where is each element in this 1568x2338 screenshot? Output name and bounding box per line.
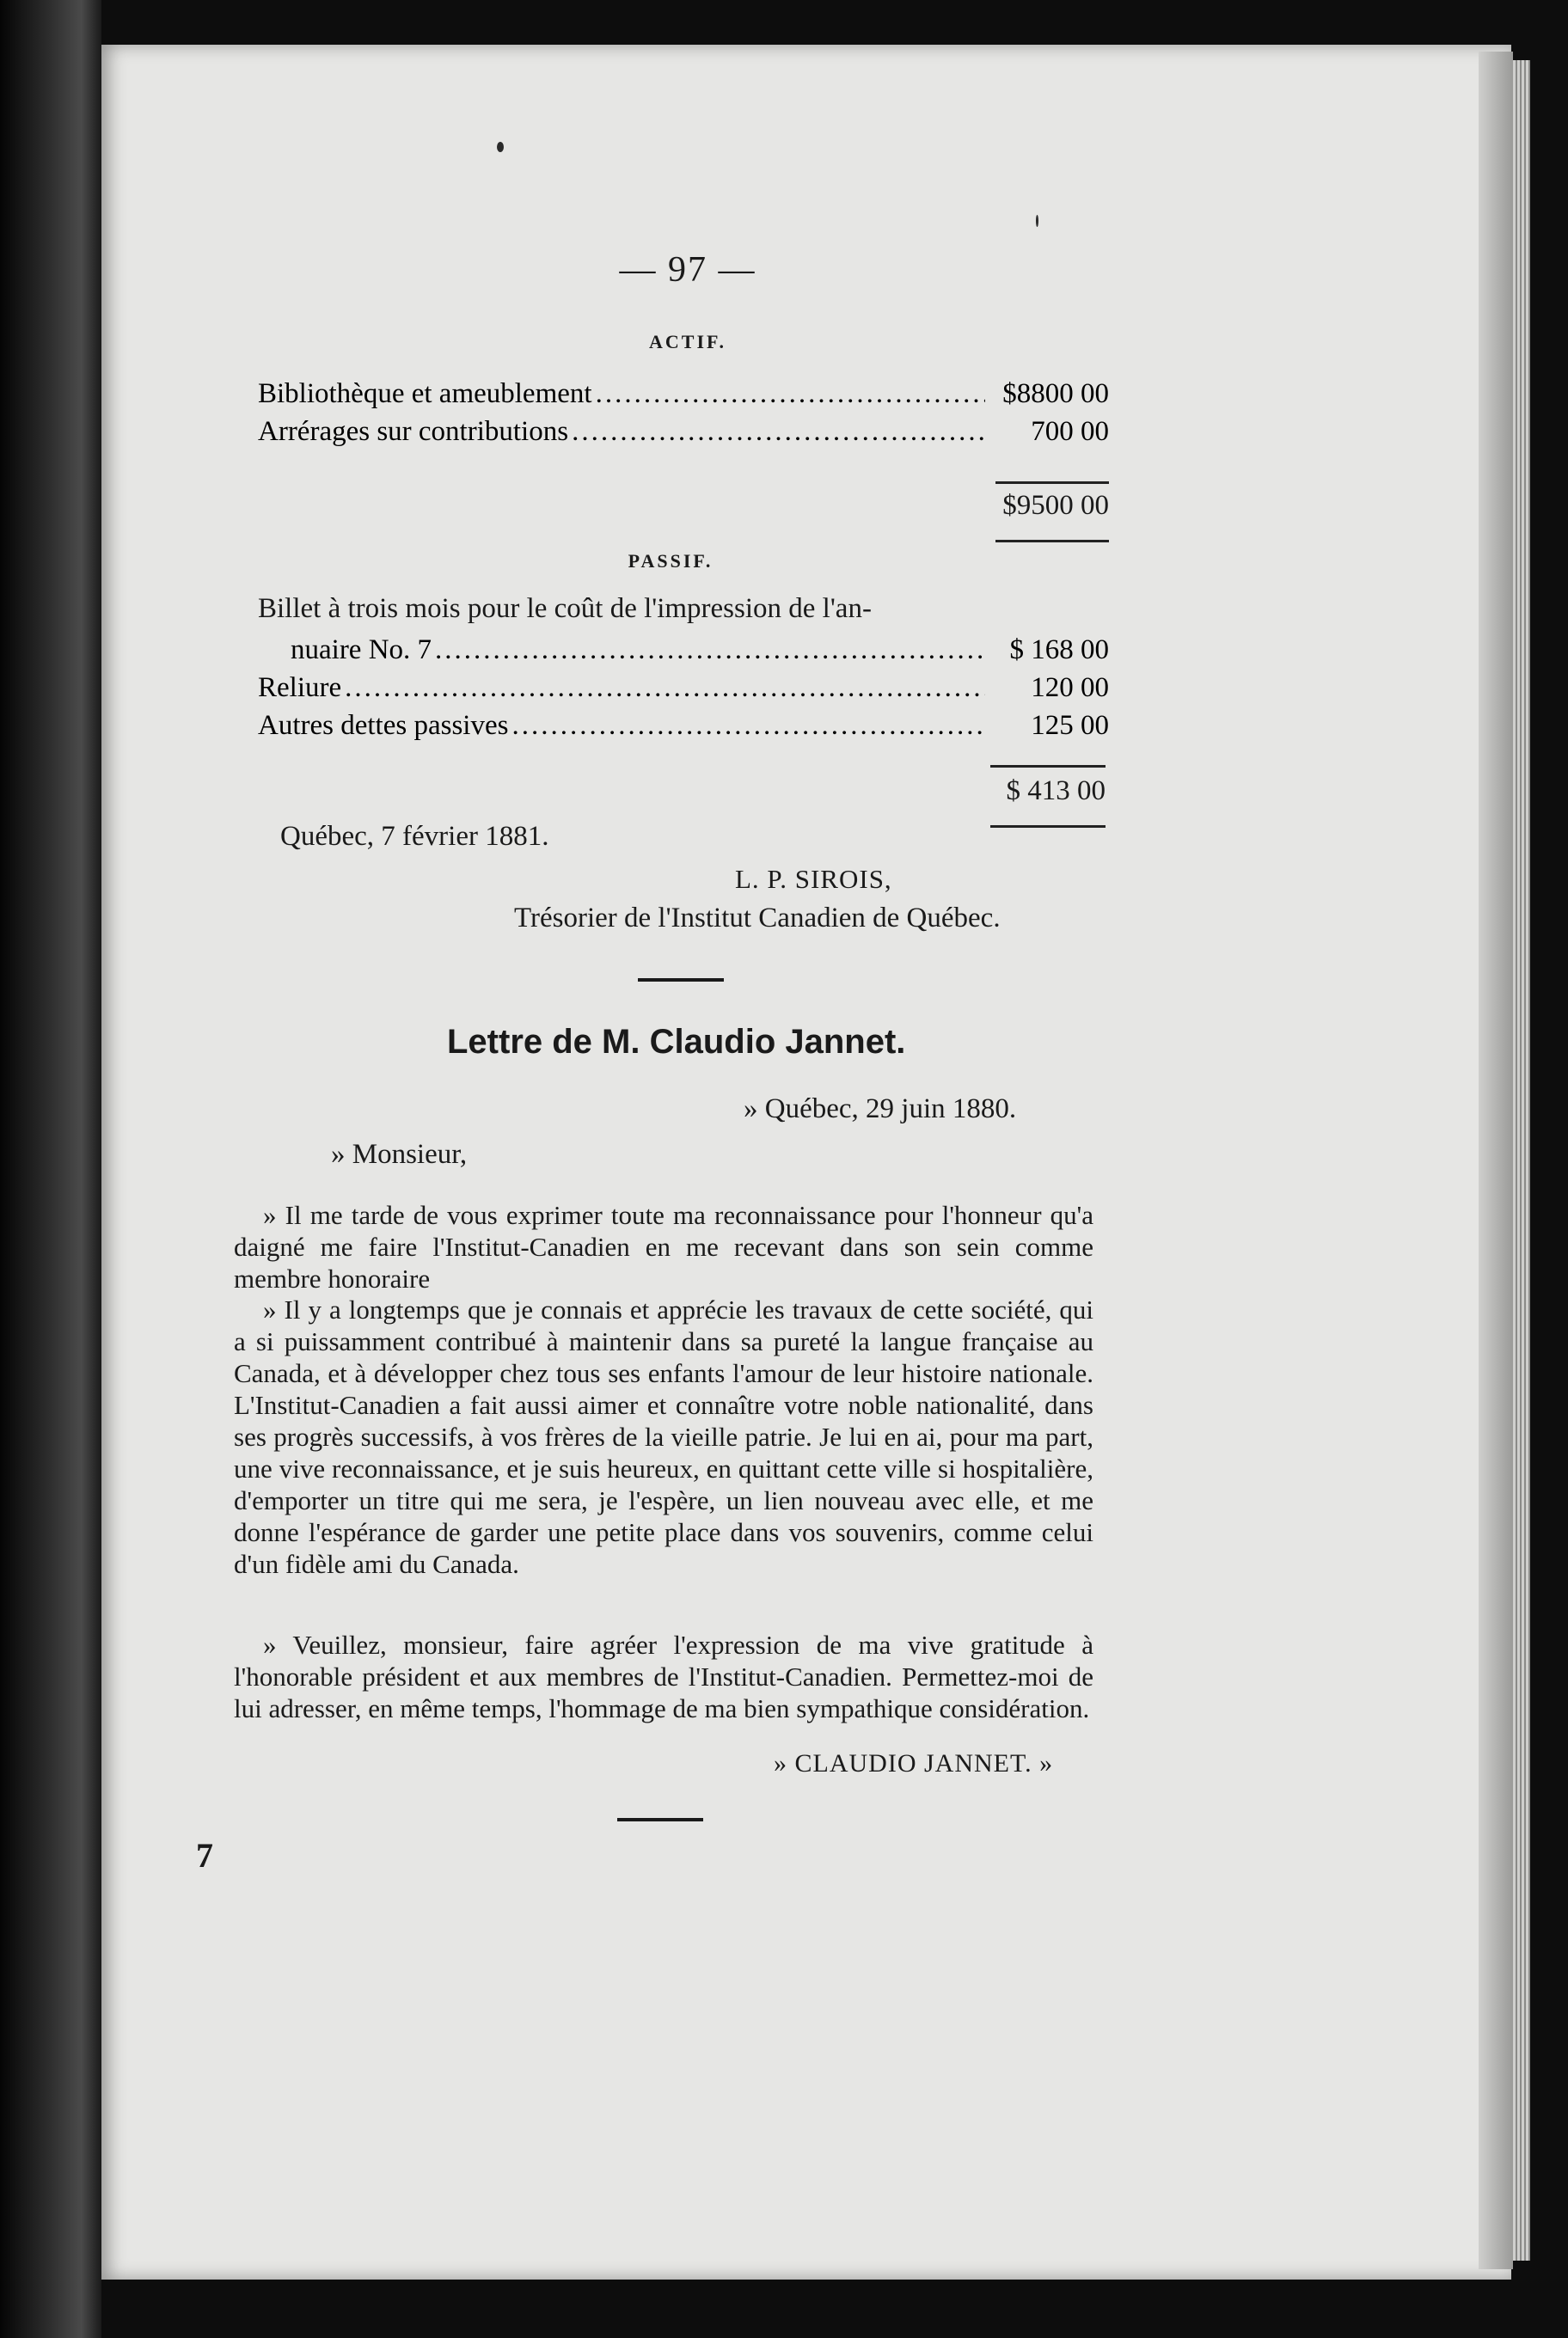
- entry-amount: 125 00: [1031, 710, 1109, 741]
- actif-total: $9500 00: [1002, 490, 1109, 521]
- entry-label: Reliure: [258, 672, 342, 703]
- entry-label: Autres dettes passives: [258, 710, 509, 741]
- letter-paragraph: [234, 1294, 1093, 1580]
- page-gutter-shadow: [1479, 52, 1513, 2269]
- actif-entry: [258, 416, 1109, 454]
- letter-paragraph: [234, 1629, 1093, 1724]
- leader-dots: [596, 378, 985, 410]
- leader-dots: [572, 416, 985, 448]
- letter-paragraph: [234, 1199, 1093, 1294]
- paragraph-text: » Il y a longtemps que je connais et apprécie les travaux de cette société, qui a si puissamment contribué à maintenir dans sa pureté la langue française au Canada, et à développer chez tous ses enfants l'amour de leur histoire nationale. L'Institut-Canadien a fait aussi aimer et connaître votre noble nationalité, dans ses progrès successifs, à vos frères de la vieille patrie. Je lui en ai, pour ma part, une vive reconnaissance, et je suis heureux, en quittant cette ville si hospitalière, d'emporter un titre qui me sera, je l'espère, un lien nouveau avec elle, et me donne l'espérance de garder une petite place dans vos souvenirs, comme celui d'un fidèle ami du Canada.: [234, 1294, 1093, 1579]
- letter-salutation: » Monsieur,: [331, 1139, 468, 1170]
- passif-entry: [258, 634, 1109, 672]
- passif-entry-line: Billet à trois mois pour le coût de l'impression de l'an-: [258, 593, 872, 624]
- sum-rule: [990, 765, 1106, 768]
- leader-dots: [435, 634, 985, 666]
- sum-rule: [995, 481, 1109, 484]
- entry-label: Bibliothèque et ameublement: [258, 378, 592, 409]
- actif-heading: ACTIF.: [649, 331, 726, 352]
- entry-label: nuaire No. 7: [291, 634, 432, 665]
- entry-amount: 700 00: [1031, 416, 1109, 447]
- letter-dateline: » Québec, 29 juin 1880.: [744, 1093, 1017, 1124]
- signer-name: L. P. SIROIS,: [735, 864, 892, 894]
- passif-heading: PASSIF.: [628, 550, 714, 572]
- page-number: — 97 —: [619, 250, 756, 290]
- paragraph-text: » Il me tarde de vous exprimer toute ma reconnaissance pour l'honneur qu'a daigné me faire l'Institut-Canadien en me recevant dans son sein comme membre honoraire: [234, 1200, 1093, 1294]
- end-separator: [617, 1818, 703, 1821]
- passif-entry: [258, 710, 1109, 748]
- total-rule: [990, 825, 1106, 828]
- signature-mark: 7: [196, 1836, 213, 1875]
- letter-signature: » CLAUDIO JANNET. »: [774, 1749, 1054, 1778]
- passif-total: $ 413 00: [1006, 775, 1106, 806]
- page-stack-edge: [1513, 60, 1530, 2261]
- passif-entry: [258, 672, 1109, 710]
- paragraph-text: » Veuillez, monsieur, faire agréer l'expression de ma vive gratitude à l'honorable président et aux membres de l'Institut-Canadien. Permettez-moi de lui adresser, en même temps, l'hommage de ma bien sympathique considération.: [234, 1630, 1093, 1723]
- section-separator: [638, 978, 724, 982]
- actif-ledger: [258, 378, 1109, 454]
- entry-amount: $ 168 00: [1009, 634, 1109, 665]
- leader-dots: [345, 672, 985, 704]
- signer-title: Trésorier de l'Institut Canadien de Québec.: [514, 903, 1001, 933]
- entry-amount: 120 00: [1031, 672, 1109, 703]
- total-rule: [995, 540, 1109, 542]
- leader-dots: [511, 710, 985, 742]
- letter-title: Lettre de M. Claudio Jannet.: [447, 1023, 906, 1061]
- speck: [1036, 215, 1038, 227]
- speck: [497, 142, 504, 152]
- actif-entry: [258, 378, 1109, 416]
- report-date: Québec, 7 février 1881.: [280, 821, 549, 852]
- passif-ledger: [258, 634, 1109, 748]
- film-edge: [0, 0, 101, 2338]
- entry-amount: $8800 00: [1002, 378, 1109, 409]
- entry-label: Arrérages sur contributions: [258, 416, 569, 447]
